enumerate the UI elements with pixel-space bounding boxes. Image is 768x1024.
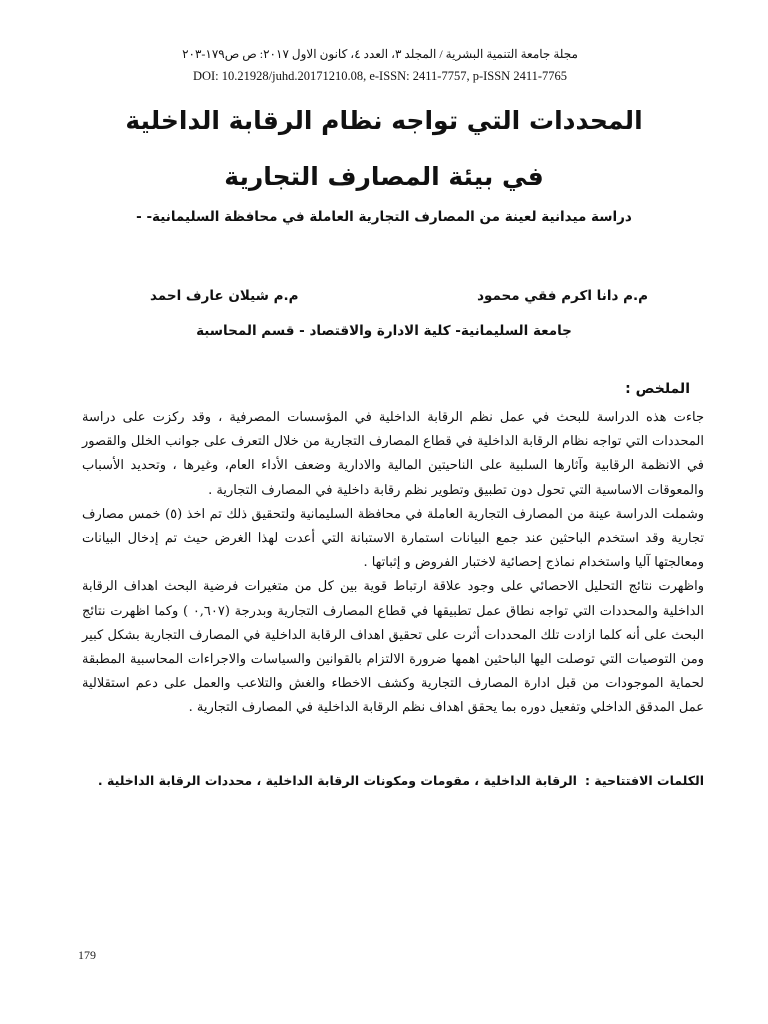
paper-subtitle: دراسة ميدانية لعينة من المصارف التجارية العاملة في محافظة السليمانية- -: [136, 209, 632, 225]
paper-title-line-2: في بيئة المصارف التجارية: [224, 162, 544, 191]
abstract-body: [82, 406, 704, 721]
abstract-paragraph-2: وشملت الدراسة عينة من المصارف التجارية العاملة في محافظة السليمانية ولتحقيق ذلك تم اخذ (٥) خمس مصارف تجارية وقد استخدم الباحثين عند جمع البيانات استمارة الاستبانة التي أعدت لهذا الغرض حيث تم إدخال البيانات ومعالجتها آليا واستخدام نماذج إحصائية لاختبار الفروض و إثباتها .: [82, 506, 704, 571]
keywords: [82, 772, 704, 790]
journal-citation: مجلة جامعة التنمية البشرية / المجلد ٣، العدد ٤، كانون الاول ٢٠١٧: ص ص١٧٩-٢٠٣: [182, 47, 578, 61]
author-1: م.م دانا اكرم فقي محمود: [477, 288, 648, 304]
abstract-heading: الملخص :: [625, 381, 690, 397]
abstract-paragraph-1: جاءت هذه الدراسة للبحث في عمل نظم الرقابة الداخلية في المؤسسات المصرفية ، وقد ركزت على دراسة المحددات التي تواجه نظام الرقابة الداخلية في قطاع المصارف التجارية من خلال التعرف على جوانب الخلل والقصور في الانظمة الرقابية وآثارها السلبية على الناحيتين المالية والادارية وضعف الأداء العام، وغيرها ، وتحديد الأسباب والمعوقات الاساسية التي تحول دون تطبيق وتطوير نظم رقابة داخلية في المصارف التجارية .: [82, 410, 704, 498]
author-2: م.م شيلان عارف احمد: [150, 288, 299, 304]
page-number: 179: [78, 948, 96, 962]
doi-line: DOI: 10.21928/juhd.20171210.08, e-ISSN: 2411-7757, p-ISSN 2411-7765: [192, 69, 568, 83]
paper-title-line-1: المحددات التي تواجه نظام الرقابة الداخلية: [125, 106, 643, 135]
keywords-label: الكلمات الافتتاحية :: [584, 773, 704, 788]
affiliation: جامعة السليمانية- كلية الادارة والاقتصاد - قسم المحاسبة: [196, 323, 572, 339]
abstract-paragraph-3: واظهرت نتائج التحليل الاحصائي على وجود علاقة ارتباط قوية بين كل من متغيرات فرضية البحث اهداف الرقابة الداخلية والمحددات التي تواجه نطاق عمل تطبيقها في قطاع المصارف التجارية وبدرجة (٠,٦٠٧ ) وكما اظهرت نتائج البحث على أنه كلما ازادت تلك المحددات أثرت على تحقيق اهداف الرقابة الداخلية في المصارف التجارية بشكل كبير ومن التوصيات التي توصلت اليها الباحثين اهمها ضرورة الالتزام بالقوانين والسياسات والاجراءات المحاسبية المطبقة لحماية الموجودات من قبل ادارة المصارف التجارية وكشف الاخطاء والغش والتلاعب والعمل على دعم استقلالية عمل المدقق الداخلي وتفعيل دوره بما يحقق اهداف نظم الرقابة الداخلية في المصارف التجارية .: [82, 579, 704, 716]
keywords-terms: الرقابة الداخلية ، مقومات ومكونات الرقابة الداخلية ، محددات الرقابة الداخلية .: [97, 773, 577, 788]
